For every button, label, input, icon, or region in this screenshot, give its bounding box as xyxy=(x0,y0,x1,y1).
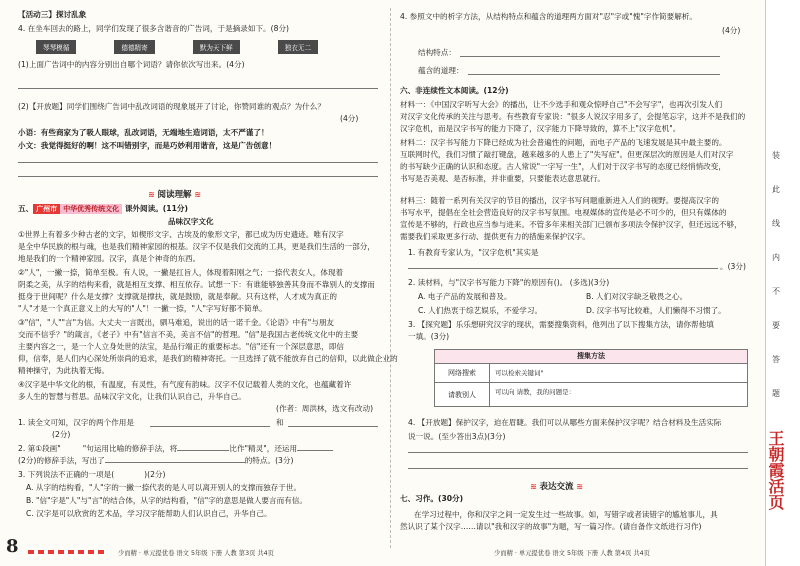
answer-line xyxy=(288,426,378,427)
para-2: 阴柔之美，从字的结构来看，就是相互支撑、相互依存。试想一下：有谁能够独善其身而不靠别人的支撑而 xyxy=(18,280,375,289)
passage-source: (作者：周洪林，选文有改动) xyxy=(276,404,374,413)
page-number: 8 xyxy=(6,536,19,557)
strip-char: 题 xyxy=(772,389,780,398)
answer-line xyxy=(468,74,720,75)
r1-score: 。(3分) xyxy=(720,262,746,271)
meaning-label: 蕴含的道理： xyxy=(418,66,464,75)
ad-item: 琴琴模循 xyxy=(36,40,76,54)
q1-and: 和 xyxy=(276,418,284,427)
option-a: A. 电子产品的发展和普及。 xyxy=(418,292,512,301)
sec7-heading: 七、习作。(30分) xyxy=(400,494,464,503)
para-1: 地是我们的一个精神家园。汉字，真是个神奇的东西。 xyxy=(18,254,201,263)
material-3: 宣传是不够的，行政也应当参与进来。不管多年来相关部门已颁布多项法令保护汉字，但还远远不够， xyxy=(400,220,742,229)
option-b: B. "信"字是"人"与"言"的结合体，从字的结构看，"信"字的意思是做人要言而有信。 xyxy=(26,496,307,505)
question-2-cont: (2分)的修辞手法，写出了 的特点。(3分) xyxy=(18,456,294,465)
q1-score: (2分) xyxy=(52,430,71,439)
sec6-heading: 六、非连续性文本阅读。(12分) xyxy=(400,86,509,95)
passage-title: 品味汉字文化 xyxy=(168,217,214,226)
q4-2: (2)【开放题】同学们围绕广告词中乱改词语的现象展开了讨论，你赞同谁的观点？为什么？ xyxy=(18,102,325,111)
answer-line xyxy=(408,468,748,469)
question-1: 1. 读全文可知，汉字的两个作用是 xyxy=(18,418,134,427)
strip-char: 线 xyxy=(772,219,780,228)
struct-label: 结构特点： xyxy=(418,48,456,57)
strip-char: 不 xyxy=(772,287,780,296)
page-divider xyxy=(390,8,391,548)
q4-1: (1)上面广告词中的内容分别出自哪个词语？请你依次写出来。(4分) xyxy=(18,60,245,69)
right-q4-score: (4分) xyxy=(722,26,741,35)
answer-line xyxy=(18,88,378,89)
option-d: D. 汉字书写比较难，人们懒得不习惯了。 xyxy=(586,306,726,315)
left-footer: 少而精 · 单元提优卷 语文 5年级 下册 人教 第3页 共4页 xyxy=(118,550,274,557)
writing-prompt: 然认识了某个汉字……请以"我和汉字的故事"为题，写一篇习作。(请自备作文纸进行习作) xyxy=(400,522,702,531)
decor-stripe xyxy=(28,550,108,554)
right-question-3: 3. 【探究题】乐乐想研究汉字的现状，需要搜集资料，他列出了以下搜集方法，请你帮他填 xyxy=(408,320,714,329)
table-header: 搜集方法 xyxy=(435,350,747,364)
material-2: 材料二：汉字书写能力下降已经成为社会普遍性的问题，而电子产品的飞速发展是其中最主要的。 xyxy=(400,138,727,147)
ad-list xyxy=(36,40,318,54)
q4-prompt: 4. 在坐车回去的路上，同学们发现了很多含谐音的广告词，于是摘录如下。(8分) xyxy=(18,24,290,33)
right-footer: 少而精 · 单元提优卷 语文 5年级 下册 人教 第4页 共4页 xyxy=(494,550,650,557)
material-2: 互联网时代，我们习惯了敲打键盘，越来越多的人患上了"失写症"。但更深层次的原因是人们对汉字 xyxy=(400,150,734,159)
region-badge: 广州市 xyxy=(33,204,60,214)
right-question-2: 2. 读材料，与"汉字书写能力下降"的原因有()。 (多选)(3分) xyxy=(408,278,610,287)
table-row xyxy=(435,364,747,383)
strip-char: 内 xyxy=(772,253,780,262)
strip-char: 此 xyxy=(772,185,780,194)
para-4: ④汉字是中华文化的根，有温度，有灵性，有气度有韵味。汉字不仅记载着人类的文化，也蕴藏着许 xyxy=(18,380,352,389)
xiaoyu-opinion: 小语：有些商家为了吸人眼球，乱改词语，无端地生造词语，太不严谨了！ xyxy=(18,128,269,137)
table-row xyxy=(435,383,747,406)
para-2: ②"人"，一撇一捺，简单至极。有人说，一撇是扛旨人，体现着阳刚之气；一捺代表女人，体现着 xyxy=(18,268,344,277)
right-q4: 4. 参照文中的析字方法，从结构特点和蕴含的道理两方面对"忍"字或"愧"字作简要解析。 xyxy=(400,12,698,21)
para-3: 主要内容之一，是一个人立身处世的法宝，是品行端正的重要标志。"信"还有一个深层意思，即信 xyxy=(18,342,344,351)
para-3: 交而不信乎？"的箴言，《老子》中有"信言不美，美言不信"的哲理。"信"是我国古老传统文化中的主要 xyxy=(18,330,359,339)
right-question-1: 1. 有教育专家认为，"汉字危机"其实是 xyxy=(408,248,539,257)
para-3: ③"信"，"人""言"为信。大丈夫一言既出，驷马难追，说出的话一诺千金。《论语》中有"与朋友 xyxy=(18,318,335,327)
answer-line xyxy=(18,176,378,177)
question-3: 3. 下列说法不正确的一项是( )(2分) xyxy=(18,470,166,479)
answer-line xyxy=(18,162,378,163)
row-value: 可以检索关键词" xyxy=(495,369,544,377)
strip-char: 装 xyxy=(772,151,780,160)
ad-item: 默为天下鲜 xyxy=(193,40,240,54)
answer-line xyxy=(408,452,748,453)
strip-char: 要 xyxy=(772,321,780,330)
option-b: B. 人们对汉字缺乏敬畏之心。 xyxy=(586,292,688,301)
topic-badge: 中华优秀传统文化 xyxy=(60,204,122,214)
material-1: 对汉字文化传承的关注与思考。有些教育专家说："很多人说汉字用多了，会提笔忘字，这并不是我们的 xyxy=(400,112,746,121)
para-1: ①世界上有着多少种古老的文字，如楔形文字、古埃及的象形文字，都已成为历史遗迹。唯有汉字 xyxy=(18,230,344,239)
brand-logo: 王朝霞活页 xyxy=(766,430,785,510)
writing-prompt: 在学习过程中，你和汉字之间一定发生过一些故事。如，写错字或者读错字的尴尬事儿，具 xyxy=(414,510,718,519)
right-question-4: 4. 【开放题】保护汉字，迫在眉睫。我们可以从哪些方面来保护汉字呢？结合材料及生活实际 xyxy=(408,418,722,427)
material-1: 汉字危机，而是汉字书写的能力下降了，汉字能力下降导致的，算不上"汉字危机"。 xyxy=(400,124,681,133)
material-2: 书写是否美观、是否标准，并非重要，只要能表达意思就行。 xyxy=(400,174,606,183)
answer-line xyxy=(408,268,718,269)
right-question-4-cont: 说一说。(至少答出3点)(3分) xyxy=(408,432,506,441)
row-label: 网络搜索 xyxy=(435,364,490,382)
activity3-title: 【活动三】探讨乱象 xyxy=(18,10,87,19)
row-label: 请教别人 xyxy=(435,383,490,406)
sec5-heading: 五、 广州市 中华优秀传统文化 课外阅读。(11分) xyxy=(18,204,188,213)
material-1: 材料一：《中国汉字听写大会》的播出，让不少选手和观众惊呼自己"不会写字"，也再次引发人们 xyxy=(400,100,723,109)
ad-item: 德德精寄 xyxy=(114,40,154,54)
express-header: ≋ 表达交流 ≋ xyxy=(530,482,584,492)
para-2: "人"才是一个真正意义上的大写的"人"！一撇一捺，"人"字写好都不简单。 xyxy=(18,304,267,313)
para-1: 是全中华民族的根与魂，也是我们精神家园的根基。汉字不仅是我们交流的工具，更是我们生活的一部分， xyxy=(18,242,375,251)
option-a: A. 从字的结构看，"人"字的一撇一捺代表的是人可以离开别人的支撑而独存于世。 xyxy=(26,483,302,492)
answer-line xyxy=(460,56,720,57)
material-3: 需要我们采取更多行动、提供更有力的措施来保护汉字。 xyxy=(400,232,590,241)
reading-header: ≋ 阅读理解 ≋ xyxy=(148,190,202,200)
option-c: C. 人们热衷于综艺娱乐，不爱学习。 xyxy=(418,306,543,315)
method-table xyxy=(434,349,748,407)
para-2: 挺身于世间呢？什么是支撑？支撑就是撑扶，就是鼓励，就是奉献。只有这样，人才成为真正的 xyxy=(18,292,337,301)
strip-char: 答 xyxy=(772,355,780,364)
question-2: 2. 第①段画" "句运用比喻的修辞手法，将 比作"精灵"，还运用 xyxy=(18,444,333,454)
para-3: 仰，信奉，是人们内心深处所崇尚的追求，是我们的精神寄托。一旦选择了就不能放弃自己的信仰，以此做企业的 xyxy=(18,354,398,363)
material-2: 的书写缺少正确的认识和态度。古人常说"一字写一生"，人们对于汉字书写的态度已经悄悄改变， xyxy=(400,162,726,171)
row-value: 可以向 请教，我的问题是： xyxy=(495,388,576,396)
option-c: C. 汉字是可以欣赏的艺术品，学习汉字能帮助人们认识自己，升华自己。 xyxy=(26,509,272,518)
xiaowen-opinion: 小文：我觉得挺好的啊！这不叫错别字，而是巧妙利用谐音，这是广告创意！ xyxy=(18,141,277,150)
para-4: 多人生的智慧与哲思。品味汉字文化，让我们认识自己，升华自己。 xyxy=(18,392,246,401)
material-3: 书写水平，提倡在全社会营造良好的汉字书写氛围。电视媒体的宣传是必不可少的，但只有媒体的 xyxy=(400,208,727,217)
q4-2-score: (4分) xyxy=(340,114,359,123)
answer-line xyxy=(150,426,270,427)
ad-item: 独衣无二 xyxy=(278,40,318,54)
para-3: 精神操守，为此执着无悔。 xyxy=(18,366,110,375)
right-question-3-cont: 一填。(3分) xyxy=(408,332,450,341)
material-3: 材料三：随着一系列有关汉字的节目的播出，汉字书写问题重新进入人们的视野。要提高汉字的 xyxy=(400,196,719,205)
